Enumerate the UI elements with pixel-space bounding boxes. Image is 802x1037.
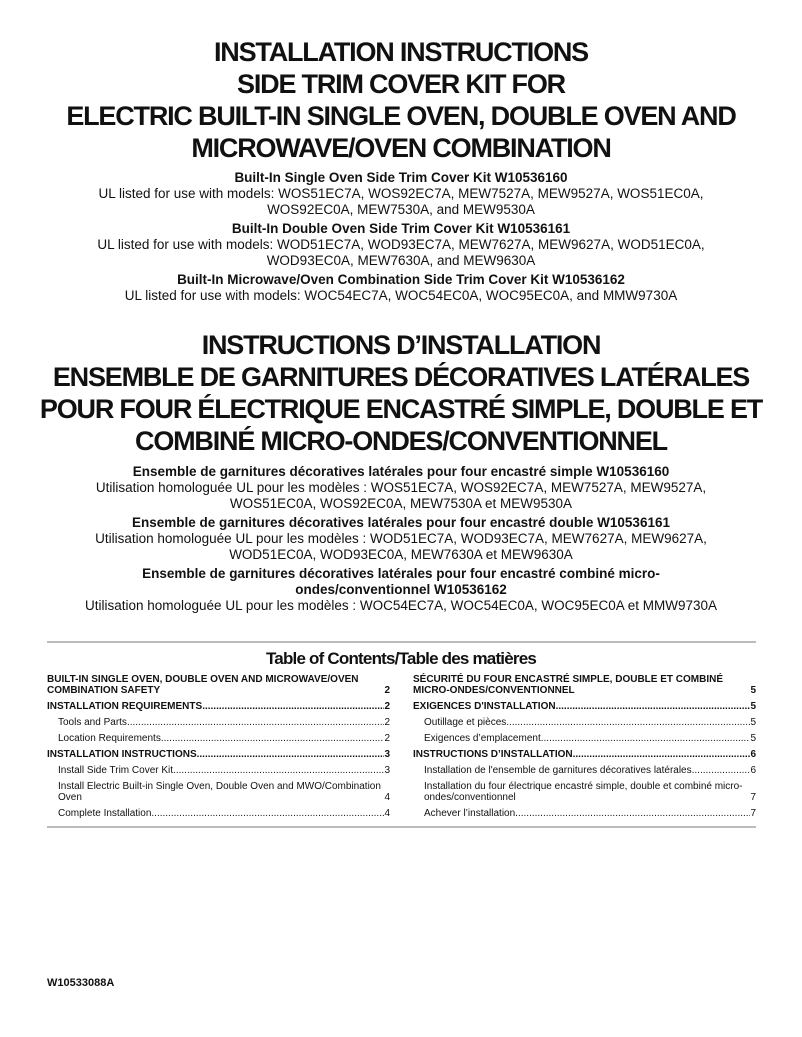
kit-models: Utilisation homologuée UL pour les modèles : WOC54EC7A, WOC54EC0A, WOC95EC0A et MMW9730A bbox=[84, 598, 717, 613]
toc-entry-label: EXIGENCES D'INSTALLATION bbox=[413, 701, 556, 712]
kit-models: WOD51EC0A, WOD93EC0A, MEW7630A et MEW9630A bbox=[229, 547, 573, 562]
toc-entry-page: 6 bbox=[750, 765, 756, 776]
title-line: MICROWAVE/OVEN COMBINATION bbox=[191, 133, 611, 163]
toc-entry[interactable] bbox=[413, 765, 756, 776]
toc-entry[interactable] bbox=[413, 749, 756, 760]
toc-entry-page: 3 bbox=[384, 749, 390, 760]
toc-entry-label: Outillage et pièces bbox=[424, 717, 507, 728]
kit-name: Built-In Single Oven Side Trim Cover Kit W10536160 bbox=[234, 170, 568, 185]
toc-entry[interactable] bbox=[413, 733, 756, 744]
toc-title: Table of Contents/Table des matières bbox=[265, 649, 537, 668]
kit-models: UL listed for use with models: WOD51EC7A, WOD93EC7A, MEW7627A, MEW9627A, WOD51EC0A, bbox=[97, 237, 705, 252]
dot-leader bbox=[197, 749, 385, 760]
toc-entry-page: 5 bbox=[750, 733, 756, 744]
french-kits bbox=[0, 464, 802, 614]
toc-entry-label: Complete Installation bbox=[58, 808, 152, 819]
title-line: INSTALLATION INSTRUCTIONS bbox=[214, 37, 588, 67]
toc-left-column bbox=[47, 674, 390, 824]
toc-entry-label: Installation du four électrique encastré simple, double et combiné micro-ondes/conventionnel bbox=[424, 781, 743, 803]
kit-models: WOD93EC0A, MEW7630A, and MEW9630A bbox=[266, 253, 536, 268]
toc-entry[interactable] bbox=[413, 781, 756, 803]
toc-entry-label: INSTALLATION INSTRUCTIONS bbox=[47, 749, 197, 760]
kit-models: WOS92EC0A, MEW7530A, and MEW9530A bbox=[267, 202, 535, 217]
kit-models: Utilisation homologuée UL pour les modèles : WOS51EC7A, WOS92EC7A, MEW7527A, MEW9527A, bbox=[95, 480, 707, 495]
dot-leader bbox=[173, 765, 384, 776]
dot-leader bbox=[692, 765, 751, 776]
toc-entry-page: 4 bbox=[384, 808, 390, 819]
toc-entry-page: 4 bbox=[384, 792, 390, 803]
toc-entry[interactable] bbox=[47, 701, 390, 712]
kit-name: Ensemble de garnitures décoratives latérales pour four encastré combiné micro-ondes/conventionnel W10536162 bbox=[142, 566, 660, 597]
toc-right-column bbox=[413, 674, 756, 824]
kit-models: UL listed for use with models: WOS51EC7A, WOS92EC7A, MEW7527A, MEW9527A, WOS51EC0A, bbox=[98, 186, 704, 201]
toc-entry[interactable] bbox=[47, 674, 390, 696]
toc-entry-page: 6 bbox=[750, 749, 756, 760]
toc-entry-label: Tools and Parts bbox=[58, 717, 127, 728]
toc-entry-label: SÉCURITÉ DU FOUR ENCASTRÉ SIMPLE, DOUBLE ET COMBINÉ MICRO-ONDES/CONVENTIONNEL bbox=[413, 674, 724, 696]
toc-entry[interactable] bbox=[47, 717, 390, 728]
title-line: COMBINÉ MICRO-ONDES/CONVENTIONNEL bbox=[135, 426, 667, 456]
toc-entry-label: Location Requirements bbox=[58, 733, 161, 744]
dot-leader bbox=[573, 749, 751, 760]
title-line: SIDE TRIM COVER KIT FOR bbox=[237, 69, 565, 99]
toc-entry-label: INSTRUCTIONS D’INSTALLATION bbox=[413, 749, 573, 760]
toc-entry-page: 3 bbox=[384, 765, 390, 776]
title-line: INSTRUCTIONS D’INSTALLATION bbox=[201, 330, 601, 360]
toc-entry-page: 2 bbox=[384, 685, 390, 696]
kit-models: WOS51EC0A, WOS92EC0A, MEW7530A et MEW9530A bbox=[229, 496, 573, 511]
french-title bbox=[0, 329, 802, 457]
toc-entry[interactable] bbox=[413, 674, 756, 696]
divider bbox=[47, 826, 756, 828]
toc-entry[interactable] bbox=[413, 717, 756, 728]
dot-leader bbox=[506, 717, 750, 728]
kit-models: Utilisation homologuée UL pour les modèles : WOD51EC7A, WOD93EC7A, MEW7627A, MEW9627A, bbox=[95, 531, 707, 546]
toc-entry[interactable] bbox=[47, 808, 390, 819]
toc-entry-page: 5 bbox=[750, 717, 756, 728]
toc-entry-page: 7 bbox=[750, 792, 756, 803]
toc-entry-page: 2 bbox=[384, 701, 390, 712]
toc-entry-label: Installation de l'ensemble de garnitures décoratives latérales bbox=[424, 765, 692, 776]
toc-entry-page: 7 bbox=[750, 808, 756, 819]
toc-entry-label: Exigences d’emplacement bbox=[424, 733, 541, 744]
dot-leader bbox=[556, 701, 751, 712]
dot-leader bbox=[202, 701, 384, 712]
english-section bbox=[0, 36, 802, 304]
toc-entry-page: 2 bbox=[384, 733, 390, 744]
kit-models: UL listed for use with models: WOC54EC7A, WOC54EC0A, WOC95EC0A, and MMW9730A bbox=[124, 288, 678, 303]
title-line: POUR FOUR ÉLECTRIQUE ENCASTRÉ SIMPLE, DOUBLE ET bbox=[39, 394, 763, 424]
dot-leader bbox=[541, 733, 751, 744]
title-line: ELECTRIC BUILT-IN SINGLE OVEN, DOUBLE OVEN AND bbox=[66, 101, 736, 131]
dot-leader bbox=[151, 808, 384, 819]
french-section bbox=[0, 329, 802, 614]
dot-leader bbox=[515, 808, 750, 819]
toc-entry[interactable] bbox=[413, 701, 756, 712]
toc-entry[interactable] bbox=[47, 733, 390, 744]
toc-entry-label: Achever l’installation bbox=[424, 808, 516, 819]
toc-entry[interactable] bbox=[413, 808, 756, 819]
toc-entry-page: 5 bbox=[750, 701, 756, 712]
dot-leader bbox=[161, 733, 385, 744]
kit-name: Ensemble de garnitures décoratives latérales pour four encastré double W10536161 bbox=[132, 515, 670, 530]
toc-entry[interactable] bbox=[47, 781, 390, 803]
english-title bbox=[0, 36, 802, 164]
english-kits bbox=[0, 170, 802, 304]
part-number: W10533088A bbox=[47, 977, 115, 989]
divider bbox=[47, 641, 756, 643]
toc-entry-label: BUILT-IN SINGLE OVEN, DOUBLE OVEN AND MICROWAVE/OVEN COMBINATION SAFETY bbox=[47, 674, 359, 696]
toc-entry-page: 5 bbox=[750, 685, 756, 696]
kit-name: Built-In Double Oven Side Trim Cover Kit W10536161 bbox=[231, 221, 571, 236]
toc-entry-page: 2 bbox=[384, 717, 390, 728]
kit-name: Built-In Microwave/Oven Combination Side Trim Cover Kit W10536162 bbox=[177, 272, 625, 287]
toc-entry-label: INSTALLATION REQUIREMENTS bbox=[47, 701, 203, 712]
dot-leader bbox=[127, 717, 385, 728]
toc-entry[interactable] bbox=[47, 749, 390, 760]
toc-entry-label: Install Side Trim Cover Kit bbox=[58, 765, 174, 776]
toc-entry-label: Install Electric Built-in Single Oven, Double Oven and MWO/Combination Oven bbox=[58, 781, 381, 803]
title-line: ENSEMBLE DE GARNITURES DÉCORATIVES LATÉRALES bbox=[52, 362, 750, 392]
toc-entry[interactable] bbox=[47, 765, 390, 776]
kit-name: Ensemble de garnitures décoratives latérales pour four encastré simple W10536160 bbox=[132, 464, 670, 479]
